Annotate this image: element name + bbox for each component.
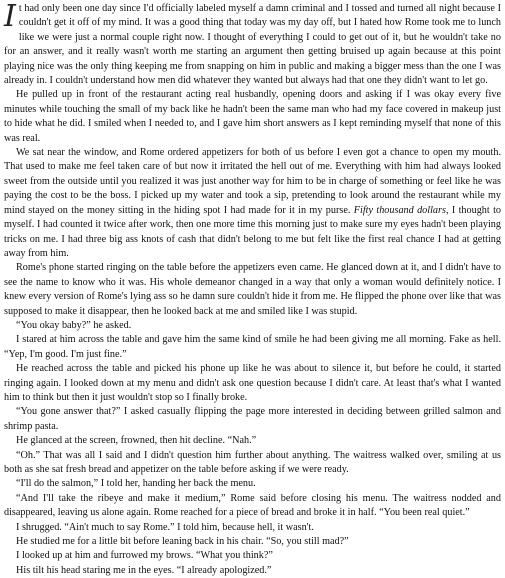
paragraph-text: I shrugged. “Ain't much to say Rome.” I told him, because hell, it wasn't. bbox=[16, 521, 314, 533]
paragraph-text: “I'll do the salmon,” I told her, handing her back the menu. bbox=[16, 478, 256, 490]
paragraph-text: “Oh.” That was all I said and I didn't question him further about anything. The waitress walked over, smiling at us both as she sat fresh bread and appetizer on the table before asking if we were ready. bbox=[4, 449, 501, 475]
paragraph-text: “And I'll take the ribeye and make it medium,” Rome said before closing his menu. The waitress nodded and disappeared, leaving us alone again. Rome reached for a piece of bread and broke it in half. “You been real quiet.” bbox=[4, 492, 501, 519]
paragraph bbox=[4, 405, 501, 434]
paragraph-text: “You okay baby?” he asked. bbox=[16, 319, 132, 331]
paragraph-text: I stared at him across the table and gave him the same kind of smile he had been giving me all morning. Fake as hell. “Yep, I'm good. I'm just fine.” bbox=[4, 334, 501, 360]
paragraph-text: , I thought to myself. I had counted it twice after work, then one more time this morning just to make sure my eyes hadn't been playing tricks on me. I had three big ass knots of cash that didn't belong to me but felt like the first real chance I had at getting away from him. bbox=[4, 204, 502, 259]
paragraph bbox=[4, 549, 501, 563]
paragraph bbox=[4, 319, 501, 333]
paragraph-text: He reached across the table and picked his phone up like he was about to silence it, but before he could, it started ringing again. I looked down at my menu and didn't ask one question because I didn't care. At least that's what I wanted him to think but then it just wouldn't stop so I finally broke. bbox=[4, 363, 501, 403]
paragraph bbox=[4, 88, 501, 146]
drop-cap: I bbox=[4, 0, 16, 34]
paragraph-text: His tilt his head staring me in the eyes. “I already apologized.” bbox=[16, 564, 272, 576]
paragraph-text: I looked up at him and furrowed my brows. “What you think?” bbox=[16, 550, 273, 562]
paragraph bbox=[4, 146, 501, 261]
paragraph bbox=[4, 477, 501, 491]
italic-thought: Fifty thousand dollars bbox=[353, 204, 446, 216]
paragraph bbox=[4, 261, 501, 319]
paragraph-text: He glanced at the screen, frowned, then hit decline. “Nah.” bbox=[16, 435, 257, 447]
paragraph bbox=[4, 2, 501, 88]
paragraph bbox=[4, 521, 501, 535]
paragraph-text: “You gone answer that?” I asked casually flipping the page more interested in deciding between grilled salmon and shrimp pasta. bbox=[4, 406, 501, 432]
paragraph bbox=[4, 449, 501, 478]
paragraph bbox=[4, 333, 501, 362]
paragraph bbox=[4, 362, 501, 405]
paragraph-text: t had only been one day since I'd officially labeled myself a damn criminal and I tossed and turned all night because I couldn't get it off of my mind. It was a good thing that today was my day off, but I hated how Rome took me to lunch like we were just a normal couple right now. I thought of everything I could to get out of it, but he wouldn't take no for an answer, and it really wasn't worth me starting an argument then getting bruised up again because at this point playing nice was the only thing keeping me from snapping on him in public and making a bigger mess than the one I was already in. I couldn't understand how men did whatever they wanted but always had that one they didn't want to let go. bbox=[4, 3, 501, 87]
paragraph-text: He studied me for a little bit before leaning back in his chair. “So, you still mad?” bbox=[16, 536, 349, 548]
paragraph-text: We sat near the window, and Rome ordered appetizers for both of us before I even got a chance to open my mouth. That used to make me feel taken care of but now it irritated the hell out of me. Everything with him had always looked sweet from the outside until you realized it was just another way for him to be in charge of something or feel like he was paying the cost to be the boss. I picked up my water and took a sip, pretending to look around the restaurant while my mind stayed on the money sitting in the hiding spot I had made for it in my purse. bbox=[4, 147, 501, 216]
paragraph bbox=[4, 492, 501, 521]
paragraph-text: Rome's phone started ringing on the table before the appetizers even came. He glanced down at it, and I didn't have to see the name to know who it was. His whole demeanor changed in a way that only a woman would definitely notice. I knew every version of Rome's lying ass so he damn sure couldn't hide it from me. He flipped the phone over like that was supposed to make it disappear, then he looked back at me and smiled like I was stupid. bbox=[4, 262, 501, 317]
paragraph bbox=[4, 535, 501, 549]
paragraph bbox=[4, 564, 501, 578]
paragraph bbox=[4, 434, 501, 448]
paragraph-text: He pulled up in front of the restaurant acting real husbandly, opening doors and asking if I was okay every five minutes while touching the small of my back like he hadn't been the same man who had my face covered in makeup just to hide what he did. I smiled when I needed to, and I gave him short answers as I kept reminding myself that none of this was real. bbox=[4, 89, 501, 144]
